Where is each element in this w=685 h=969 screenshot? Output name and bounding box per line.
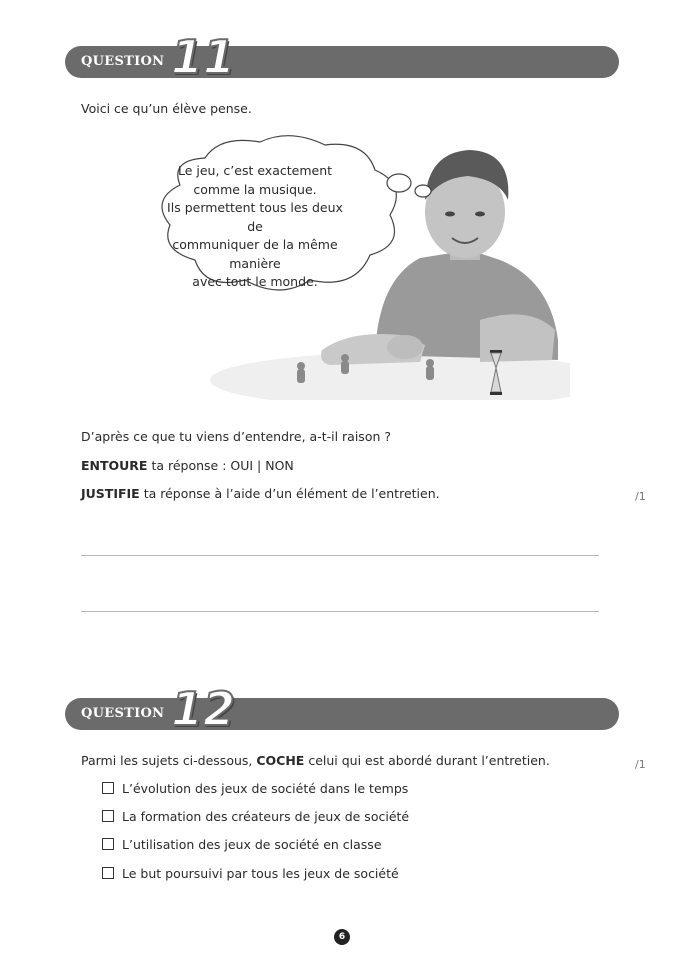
justifie-keyword: JUSTIFIE xyxy=(81,486,140,501)
justifie-text: ta réponse à l’aide d’un élément de l’entretien. xyxy=(139,486,440,501)
q12-intro-end: celui qui est abordé durant l’entretien. xyxy=(304,753,550,768)
checkbox[interactable] xyxy=(102,810,114,822)
answer-line[interactable] xyxy=(81,611,599,612)
option-item[interactable] xyxy=(102,809,409,824)
question-label: QUESTION xyxy=(81,706,165,721)
checkbox[interactable] xyxy=(102,838,114,850)
answer-line[interactable] xyxy=(81,555,599,556)
q12-intro-start: Parmi les sujets ci-dessous, xyxy=(81,753,257,768)
question-11-header xyxy=(65,30,619,84)
option-label: La formation des créateurs de jeux de société xyxy=(122,809,410,824)
q11-intro: Voici ce qu’un élève pense. xyxy=(81,101,252,116)
q11-score: /1 xyxy=(635,490,646,503)
question-number: 12 xyxy=(171,682,236,736)
option-label: Le but poursuivi par tous les jeux de société xyxy=(122,866,399,881)
bubble-line: comme la musique. xyxy=(193,181,317,197)
coche-keyword: COCHE xyxy=(256,753,305,768)
option-label: L’évolution des jeux de société dans le temps xyxy=(122,781,409,796)
checkbox[interactable] xyxy=(102,782,114,794)
q11-entoure-instruction xyxy=(81,458,294,473)
option-item[interactable] xyxy=(102,866,399,881)
page-number: 6 xyxy=(334,929,350,945)
question-label: QUESTION xyxy=(81,54,165,69)
bubble-line: Ils permettent tous les deux de xyxy=(167,200,343,234)
option-item[interactable] xyxy=(102,781,408,796)
checkbox[interactable] xyxy=(102,867,114,879)
entoure-keyword: ENTOURE xyxy=(81,458,148,473)
q11-question: D’après ce que tu viens d’entendre, a-t-il raison ? xyxy=(81,429,391,444)
thought-bubble-text xyxy=(160,162,350,292)
option-label: L’utilisation des jeux de société en classe xyxy=(122,837,382,852)
option-item[interactable] xyxy=(102,837,382,852)
bubble-line: Le jeu, c’est exactement xyxy=(177,163,333,178)
bubble-line: avec tout le monde. xyxy=(192,274,318,289)
q12-score: /1 xyxy=(635,758,646,771)
question-number: 11 xyxy=(171,30,236,84)
question-12-header xyxy=(65,682,619,736)
q11-justifie-instruction xyxy=(81,486,440,501)
bubble-line: communiquer de la même manière xyxy=(172,237,338,271)
entoure-text: ta réponse : OUI | NON xyxy=(147,458,294,473)
q12-intro xyxy=(81,753,550,768)
